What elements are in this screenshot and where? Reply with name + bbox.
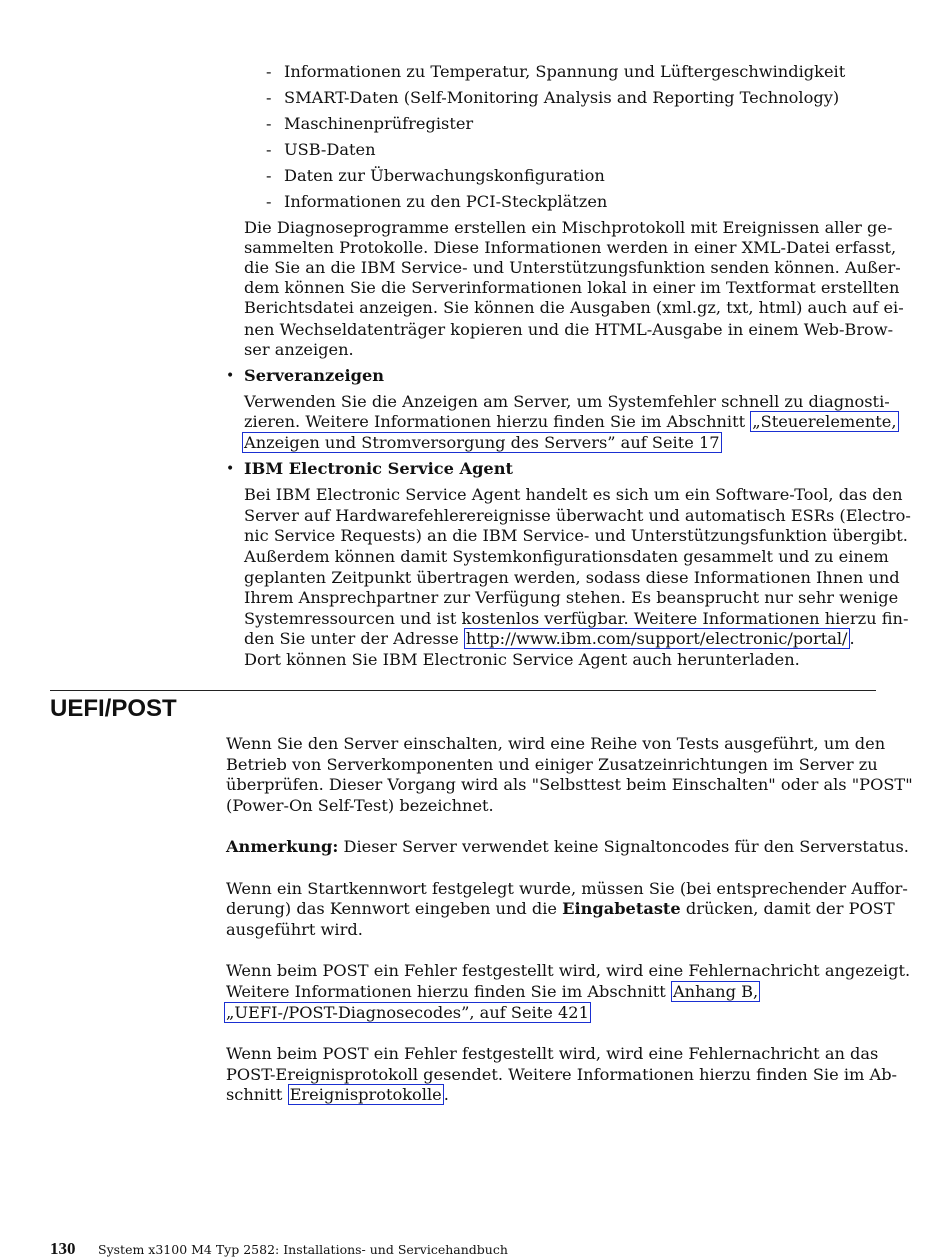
- list-dash: -: [266, 192, 272, 211]
- paragraph-line: Betrieb von Serverkomponenten und einiger Zusatzeinrichtungen im Server zu: [226, 755, 878, 774]
- link-appendix-b-cont[interactable]: „UEFI-/POST-Diagnosecodes”, auf Seite 421: [226, 1003, 589, 1022]
- paragraph-line: [242, 433, 722, 453]
- link-controls-section[interactable]: „Steuerelemente,: [752, 412, 897, 431]
- section-divider: [50, 690, 876, 691]
- paragraph-line: Dort können Sie IBM Electronic Service Agent auch herunterladen.: [244, 650, 800, 669]
- list-dash: -: [266, 166, 272, 185]
- paragraph-line: derung) das Kennwort eingeben und die Eingabetaste drücken, damit der POST: [226, 899, 895, 918]
- section-heading: UEFI/POST: [50, 695, 177, 722]
- list-item: Maschinenprüfregister: [284, 114, 474, 133]
- paragraph-line: Berichtsdatei anzeigen. Sie können die Ausgaben (xml.gz, txt, html) auch auf ei-: [244, 298, 904, 317]
- list-dash: -: [266, 62, 272, 81]
- paragraph-line: sammelten Protokolle. Diese Informationen werden in einer XML-Datei erfasst,: [244, 238, 897, 257]
- paragraph-line: (Power-On Self-Test) bezeichnet.: [226, 796, 494, 815]
- link-esa-url[interactable]: http://www.ibm.com/support/electronic/portal/: [465, 629, 848, 648]
- bullet-icon: •: [226, 461, 235, 477]
- paragraph-line: Systemressourcen und ist kostenlos verfügbar. Weitere Informationen hierzu fin-: [244, 609, 909, 628]
- paragraph-line: ser anzeigen.: [244, 340, 354, 359]
- paragraph-line: Verwenden Sie die Anzeigen am Server, um Systemfehler schnell zu diagnosti-: [244, 392, 890, 411]
- note-label: Anmerkung:: [226, 837, 339, 856]
- paragraph-line: dem können Sie die Serverinformationen lokal in einer im Textformat erstellten: [244, 278, 900, 297]
- paragraph-line: Die Diagnoseprogramme erstellen ein Mischprotokoll mit Ereignissen aller ge-: [244, 218, 893, 237]
- paragraph-line: Wenn ein Startkennwort festgelegt wurde, müssen Sie (bei entsprechender Auffor-: [226, 879, 908, 898]
- list-item: SMART-Daten (Self-Monitoring Analysis and Reporting Technology): [284, 88, 840, 107]
- link-controls-section-cont[interactable]: Anzeigen und Stromversorgung des Servers” auf Seite 17: [244, 433, 720, 452]
- paragraph-line: nen Wechseldatenträger kopieren und die HTML-Ausgabe in einem Web-Brow-: [244, 320, 894, 339]
- paragraph-line: ausgeführt wird.: [226, 920, 363, 939]
- list-item: Informationen zu den PCI-Steckplätzen: [284, 192, 608, 211]
- bullet-title: Serveranzeigen: [244, 366, 385, 385]
- list-item: Daten zur Überwachungskonfiguration: [284, 166, 605, 185]
- footer-title: System x3100 M4 Typ 2582: Installations- und Servicehandbuch: [98, 1242, 508, 1257]
- list-dash: -: [266, 88, 272, 107]
- paragraph-line: den Sie unter der Adresse http://www.ibm.com/support/electronic/portal/ .: [244, 629, 855, 648]
- paragraph-line: überprüfen. Dieser Vorgang wird als "Selbsttest beim Einschalten" oder als "POST": [226, 775, 913, 794]
- page-number: 130: [50, 1239, 76, 1258]
- note: Anmerkung: Dieser Server verwendet keine Signaltoncodes für den Serverstatus.: [226, 837, 909, 856]
- paragraph-line: die Sie an die IBM Service- und Unterstützungsfunktion senden können. Außer-: [244, 258, 901, 277]
- paragraph-line: schnitt Ereignisprotokolle .: [226, 1085, 449, 1104]
- link-event-logs[interactable]: Ereignisprotokolle: [289, 1085, 442, 1104]
- paragraph-line: zieren. Weitere Informationen hierzu finden Sie im Abschnitt „Steuerelemente,: [244, 412, 897, 431]
- paragraph-line: POST-Ereignisprotokoll gesendet. Weitere Informationen hierzu finden Sie im Ab-: [226, 1065, 898, 1084]
- paragraph-line: Wenn Sie den Server einschalten, wird eine Reihe von Tests ausgeführt, um den: [226, 734, 886, 753]
- paragraph-line: nic Service Requests) an die IBM Service- und Unterstützungsfunktion übergibt.: [244, 526, 908, 545]
- list-dash: -: [266, 140, 272, 159]
- paragraph-line: Server auf Hardwarefehlerereignisse überwacht und automatisch ESRs (Electro-: [244, 506, 911, 525]
- list-item: USB-Daten: [284, 140, 376, 159]
- paragraph-line: Wenn beim POST ein Fehler festgestellt wird, wird eine Fehlernachricht an das: [226, 1044, 879, 1063]
- paragraph-line: Ihrem Ansprechpartner zur Verfügung stehen. Es beansprucht nur sehr wenige: [244, 588, 899, 607]
- paragraph-line: Bei IBM Electronic Service Agent handelt es sich um ein Software-Tool, das den: [244, 485, 903, 504]
- paragraph-line: geplanten Zeitpunkt übertragen werden, sodass diese Informationen Ihnen und: [244, 568, 900, 587]
- paragraph-line: [224, 1003, 591, 1023]
- paragraph-line: Wenn beim POST ein Fehler festgestellt wird, wird eine Fehlernachricht angezeigt.: [226, 961, 911, 980]
- bullet-icon: •: [226, 368, 235, 384]
- list-dash: -: [266, 114, 272, 133]
- list-item: Informationen zu Temperatur, Spannung und Lüftergeschwindigkeit: [284, 62, 846, 81]
- bullet-title: IBM Electronic Service Agent: [244, 459, 513, 478]
- link-appendix-b[interactable]: Anhang B,: [672, 982, 759, 1001]
- paragraph-line: Außerdem können damit Systemkonfigurationsdaten gesammelt und zu einem: [244, 547, 889, 566]
- paragraph-line: Weitere Informationen hierzu finden Sie im Abschnitt Anhang B,: [226, 982, 759, 1001]
